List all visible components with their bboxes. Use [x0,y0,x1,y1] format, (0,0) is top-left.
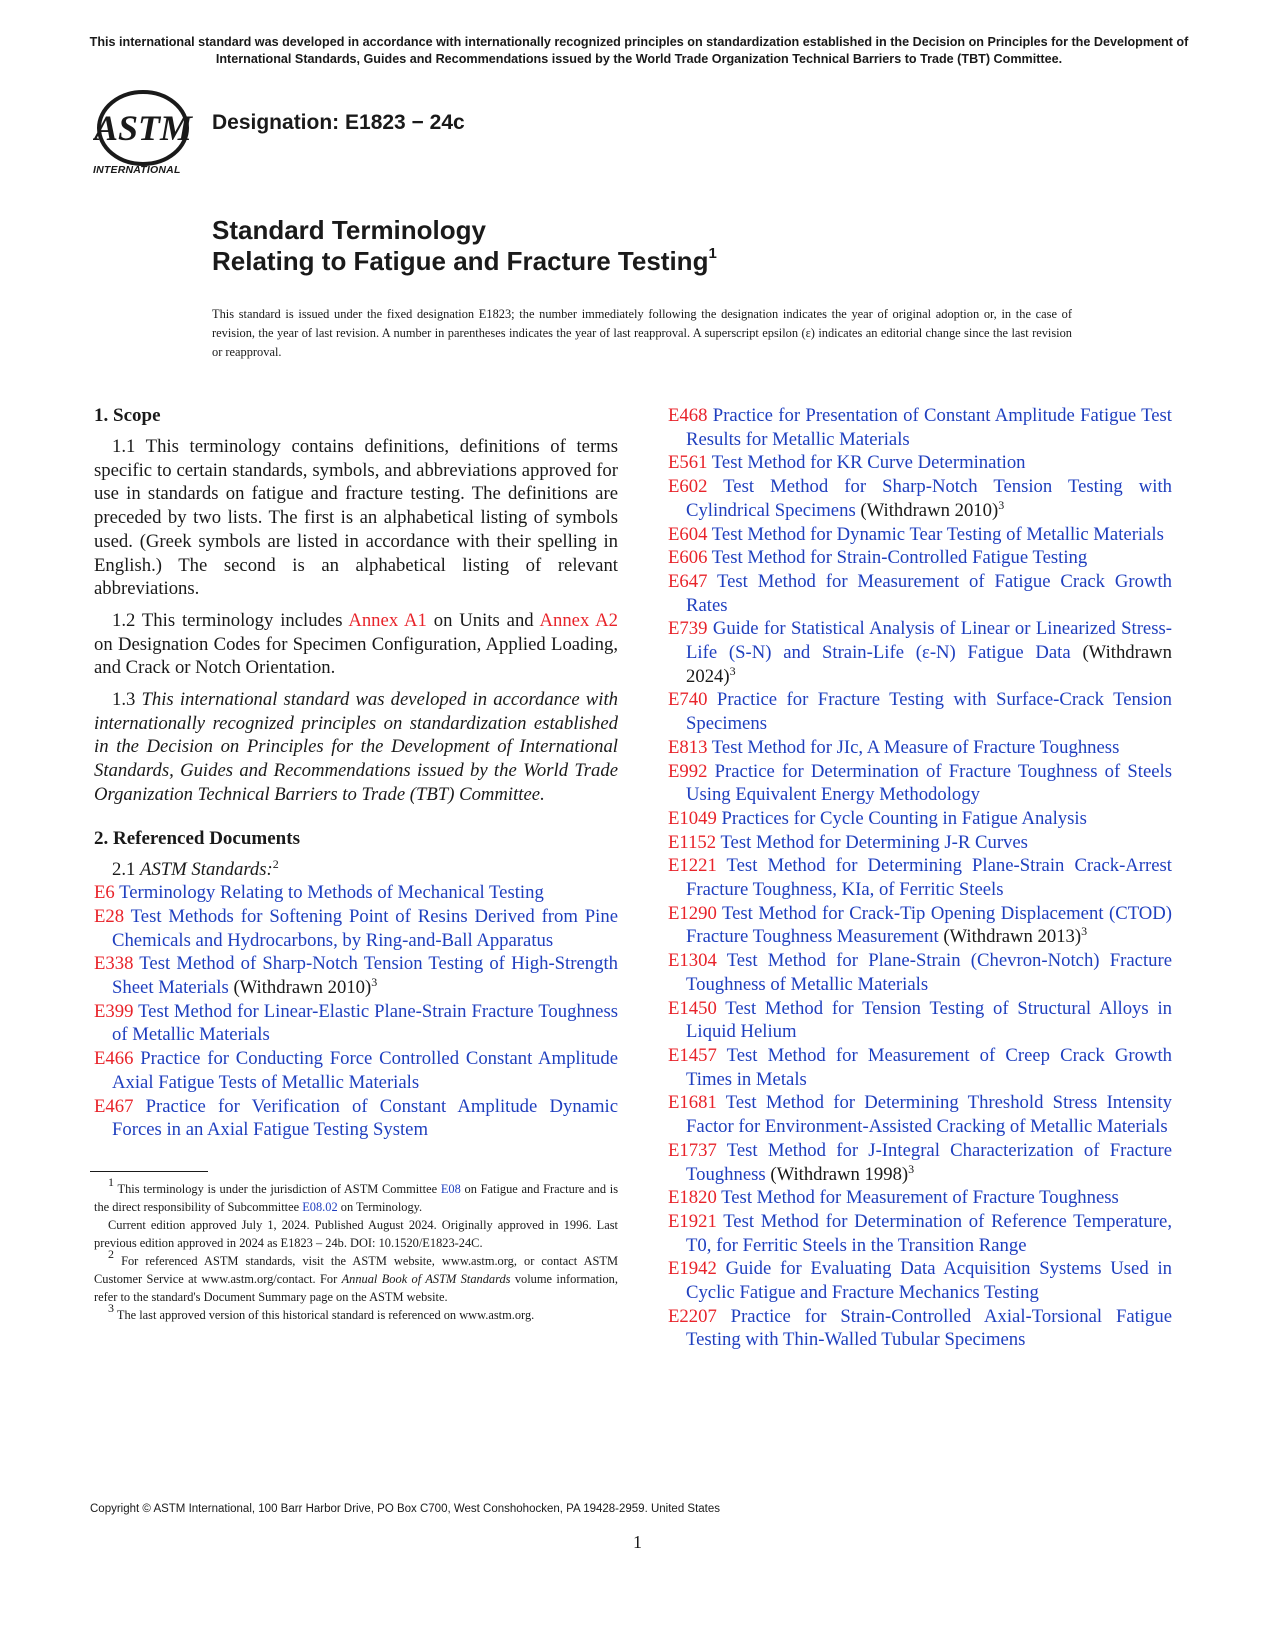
reference-title-link[interactable]: Test Method for Strain-Controlled Fatigue Testing [711,547,1088,569]
title-line-1: Standard Terminology [212,215,486,245]
paragraph-1-1: 1.1 This terminology contains definitions, definitions of terms specific to certain standards, symbols, and abbreviations approved for use in standards on fatigue and fracture testing. The definitions are preceded by two lists. The first is an alphabetical listing of symbols used. (Greek symbols are listed in accordance with their spelling in English.) The second is an alphabetical listing of relevant abbreviations. [94,436,618,600]
reference-code-link[interactable]: E1304 [668,950,717,972]
reference-item [668,1044,1172,1091]
reference-title-link[interactable]: Test Method for Sharp-Notch Tension Testing with Cylindrical Specimens [686,476,1172,521]
paragraph-2-1: 2.1 ASTM Standards:$^2$ [112,856,279,880]
reference-item [668,688,1172,735]
reference-code-link[interactable]: E740 [668,689,708,711]
title-footnote-mark: 1 [708,245,717,262]
left-column [94,404,618,1142]
reference-item [668,523,1172,547]
reference-code-link[interactable]: E399 [94,1000,134,1022]
reference-code-link[interactable]: E813 [668,736,708,758]
reference-item [668,949,1172,996]
section-2-heading: 2. Referenced Documents [94,827,300,849]
title-line-2: Relating to Fatigue and Fracture Testing [212,246,709,276]
logo-text: ASTM [93,108,193,148]
reference-item [668,854,1172,901]
reference-item [668,831,1172,855]
tbt-notice: This international standard was developed in accordance with internationally recognized principles on standardization established in the Decision on Principles for the Development of International Standards, Guides and Recommendations issued by the World Trade Organization Technical Barriers to Trade (TBT) Committee. [89,35,1189,66]
reference-item [668,1091,1172,1138]
reference-code-link[interactable]: E604 [668,523,708,545]
reference-title-link[interactable]: Guide for Evaluating Data Acquisition Systems Used in Cyclic Fatigue and Fracture Mechanics Testing [686,1258,1172,1304]
reference-item [668,1257,1172,1304]
reference-code-link[interactable]: E1152 [668,831,717,853]
reference-title-link[interactable]: Practice for Strain-Controlled Axial-Torsional Fatigue Testing with Thin-Walled Tubular Specimens [686,1305,1172,1351]
reference-code-link[interactable]: E1681 [668,1092,717,1114]
reference-title-link[interactable]: Test Method for J-Integral Characterization of Fracture Toughness [686,1139,1172,1185]
reference-code-link[interactable]: E1737 [668,1139,717,1161]
page-title [212,215,717,277]
reference-title-link[interactable]: Test Method for Determining J-R Curves [720,831,1028,853]
reference-item [668,1186,1172,1210]
issue-statement: This standard is issued under the fixed designation E1823; the number immediately following the designation indicates the year of original adoption or, in the case of revision, the year of last revision. A number in parentheses indicates the year of last reapproval. A superscript epsilon (ε) indicates an editorial change since the last revision or reapproval. [212,307,1072,359]
reference-code-link[interactable]: E1942 [668,1258,717,1280]
designation: Designation: E1823 − 24c [212,111,465,134]
reference-title-link[interactable]: Test Method for Determination of Reference Temperature, T0, for Ferritic Steels in the Transition Range [686,1210,1172,1256]
reference-title-link[interactable]: Practices for Cycle Counting in Fatigue Analysis [721,807,1087,829]
reference-title-link[interactable]: Test Method for Measurement of Creep Crack Growth Times in Metals [686,1044,1172,1090]
reference-title-link[interactable]: Test Method for Plane-Strain (Chevron-Notch) Fracture Toughness of Metallic Materials [686,950,1172,995]
annex-a1-link[interactable]: Annex A1 [348,609,427,631]
reference-item [668,1305,1172,1352]
reference-item [668,807,1172,831]
reference-code-link[interactable]: E6 [94,882,115,904]
reference-title-link[interactable]: Test Methods for Softening Point of Resins Derived from Pine Chemicals and Hydrocarbons, by Ring-and-Ball Apparatus [112,905,618,951]
reference-code-link[interactable]: E1450 [668,997,717,1019]
reference-title-link[interactable]: Test Method for Crack-Tip Opening Displacement (CTOD) Fracture Toughness Measurement [686,902,1172,948]
reference-code-link[interactable]: E992 [668,760,708,782]
reference-title-link[interactable]: Test Method for Linear-Elastic Plane-Strain Fracture Toughness of Metallic Materials [112,1000,618,1046]
reference-title-link[interactable]: Guide for Statistical Analysis of Linear or Linearized Stress-Life (S-N) and Strain-Life (ε-N) Fatigue Data [686,618,1172,664]
reference-item [668,760,1172,807]
reference-list-left [94,881,618,1142]
reference-item [668,736,1172,760]
reference-item [668,404,1172,451]
reference-item [94,905,618,952]
reference-title-link[interactable]: Practice for Verification of Constant Amplitude Dynamic Forces in an Axial Fatigue Testing System [112,1095,618,1141]
withdrawn-status: (Withdrawn 2010)$^3$ [860,497,1005,521]
reference-item [94,952,618,999]
footnote-1: $^1$ This terminology is under the jurisdiction of ASTM Committee E08 on Fatigue and Fracture and is the direct responsibility of Subcommittee E08.02 on Terminology. [94,1175,619,1214]
reference-code-link[interactable]: E467 [94,1095,134,1117]
reference-list-right [668,404,1172,1352]
footnote-2: $^2$ For referenced ASTM standards, visit the ASTM website, www.astm.org, or contact ASTM Customer Service at www.astm.org/contact. For Annual Book of ASTM Standards volume information, refer to the standard's Document Summary page on the ASTM website. [94,1247,618,1304]
reference-title-link[interactable]: Test Method for Dynamic Tear Testing of Metallic Materials [711,523,1164,545]
reference-title-link[interactable]: Practice for Determination of Fracture Toughness of Steels Using Equivalent Energy Methodology [686,760,1173,806]
reference-item [94,881,618,905]
reference-item [668,902,1172,949]
reference-code-link[interactable]: E1049 [668,807,717,829]
reference-code-link[interactable]: E1820 [668,1187,717,1209]
withdrawn-status: (Withdrawn 2010)$^3$ [233,975,378,999]
reference-code-link[interactable]: E28 [94,905,125,927]
paragraph-1-3: 1.3 This international standard was developed in accordance with internationally recognized principles on standardization established in the Decision on Principles for the Development of International Standards, Guides and Recommendations issued by the World Trade Organization Technical Barriers to Trade (TBT) Committee. [94,689,618,805]
reference-code-link[interactable]: E602 [668,476,708,498]
logo-caption: INTERNATIONAL [93,164,181,176]
reference-code-link[interactable]: E1457 [668,1044,717,1066]
reference-code-link[interactable]: E647 [668,570,708,592]
reference-title-link[interactable]: Test Method for Measurement of Fracture Toughness [721,1187,1119,1209]
reference-title-link[interactable]: Practice for Conducting Force Controlled Constant Amplitude Axial Fatigue Tests of Metallic Materials [112,1048,618,1093]
reference-title-link[interactable]: Terminology Relating to Methods of Mechanical Testing [119,882,544,904]
annex-a2-link[interactable]: Annex A2 [539,609,619,631]
footnote-1-edition: Current edition approved July 1, 2024. Published August 2024. Originally approved in 1996. Last previous edition approved in 2024 as E1823 – 24b. DOI: 10.1520/E1823-24C. [94,1218,618,1250]
reference-item [668,570,1172,617]
reference-item [668,1210,1172,1257]
reference-title-link[interactable]: Test Method for KR Curve Determination [711,452,1026,474]
footnote-3: $^3$ The last approved version of this historical standard is referenced on www.astm.org. [108,1301,535,1322]
reference-item [94,1047,618,1094]
reference-code-link[interactable]: E1290 [668,902,717,924]
reference-code-link[interactable]: E338 [94,953,134,975]
reference-code-link[interactable]: E468 [668,405,708,426]
reference-title-link[interactable]: Test Method for Determining Plane-Strain Crack-Arrest Fracture Toughness, KIa, of Ferritic Steels [686,855,1172,901]
committee-e08-link[interactable]: E08 [440,1182,461,1196]
right-column [668,404,1172,1352]
reference-item [668,997,1172,1044]
reference-code-link[interactable]: E1221 [668,855,717,877]
reference-title-link[interactable]: Test Method for Determining Threshold Stress Intensity Factor for Environment-Assisted Cracking of Metallic Materials [686,1092,1172,1138]
withdrawn-status: (Withdrawn 2013)$^3$ [943,924,1088,948]
reference-item [668,617,1172,688]
reference-code-link[interactable]: E561 [668,452,708,474]
page-number: 1 [633,1532,642,1552]
withdrawn-status: (Withdrawn 1998)$^3$ [770,1161,915,1185]
reference-item [668,546,1172,570]
reference-title-link[interactable]: Practice for Presentation of Constant Amplitude Fatigue Test Results for Metallic Materials [686,405,1172,450]
footnote-rule [90,1171,208,1172]
reference-code-link[interactable]: E2207 [668,1305,717,1327]
reference-title-link[interactable]: Test Method of Sharp-Notch Tension Testing of High-Strength Sheet Materials [112,953,618,999]
section-1-heading: 1. Scope [94,405,161,426]
reference-item [94,1000,618,1047]
reference-title-link[interactable]: Test Method for Measurement of Fatigue Crack Growth Rates [686,570,1172,616]
reference-code-link[interactable]: E739 [668,618,708,640]
reference-title-link[interactable]: Test Method for JIc, A Measure of Fracture Toughness [711,736,1120,758]
reference-title-link[interactable]: Practice for Fracture Testing with Surface-Crack Tension Specimens [686,689,1172,735]
reference-item [668,475,1172,522]
reference-code-link[interactable]: E1921 [668,1210,717,1232]
reference-item [94,1095,618,1142]
reference-code-link[interactable]: E466 [94,1048,134,1070]
reference-title-link[interactable]: Test Method for Tension Testing of Structural Alloys in Liquid Helium [686,997,1172,1043]
reference-item [668,451,1172,475]
reference-item [668,1139,1172,1186]
footnotes [94,1175,619,1324]
subcommittee-e08-02-link[interactable]: E08.02 [302,1200,338,1214]
copyright: Copyright © ASTM International, 100 Barr Harbor Drive, PO Box C700, West Conshohocken, PA 19428-2959. United States [90,1503,721,1515]
reference-code-link[interactable]: E606 [668,547,708,569]
paragraph-1-2: 1.2 This terminology includes Annex A1 on Units and Annex A2 on Designation Codes for Specimen Configuration, Applied Loading, and Crack or Notch Orientation. [94,609,619,679]
withdrawn-status: (Withdrawn 2024)$^3$ [686,642,1172,687]
